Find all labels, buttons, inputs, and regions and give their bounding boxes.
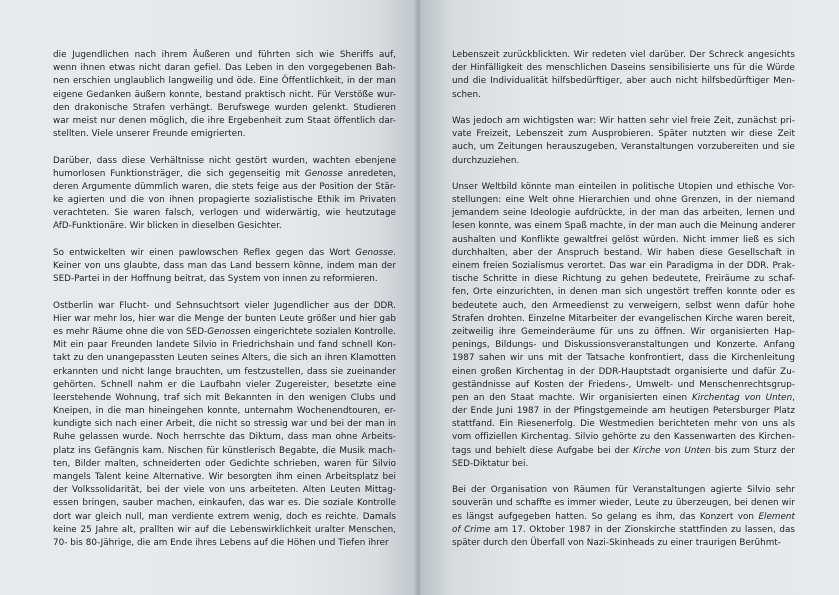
text-line: Keiner von uns glaubte, dass man das Land bessern könne, indem man der bbox=[53, 261, 396, 271]
text-line: durchhalten, aber der Anspruch bestand. Wir haben diese Gesellschaft in bbox=[452, 247, 795, 258]
text-line: ke agierten und die von ihnen propagierte sozialistische Ethik im Privaten bbox=[53, 195, 396, 206]
text-line: 70- bis 80-Jährige, die am Ende ihres Lebens auf die Höhen und Tiefen ihrer bbox=[53, 537, 389, 548]
text-line: der Volkssolidarität, bei der viele von uns arbeiteten. Alten Leuten Mittag- bbox=[53, 485, 396, 496]
text-line: Ostberlin war Flucht- und Sehnsuchtsort vieler Jugendlicher aus der DDR. bbox=[53, 300, 396, 311]
text-line: stattfand. Ein Riesenerfolg. Die Westmedien berichteten mehr von uns als bbox=[452, 419, 795, 430]
text-line: Hier war mehr los, hier war die Menge der bunten Leute größer und hier gab bbox=[53, 313, 396, 324]
text-line: Kneipen, in die man hineingehen konnte, unternahm Wochenendtouren, er- bbox=[53, 406, 396, 417]
text-line: tische Schritte in diese Richtung zu gehen bedeutete, Freiräume zu schaf- bbox=[452, 274, 795, 285]
text-line: mangels Talent keine Alternative. Wir besorgten ihm einen Arbeitsplatz bei bbox=[53, 472, 396, 482]
text-line: So entwickelten wir einen pawlowschen Reflex gegen das Wort Genosse. bbox=[53, 247, 396, 258]
text-line: humorlosen Funktionsträger, die sich gegenseitig mit Genosse anredeten, bbox=[53, 168, 397, 179]
text-line: Bei der Organisation von Räumen für Veranstaltungen agierte Silvio sehr bbox=[452, 485, 795, 496]
text-line: Unser Weltbild könnte man einteilen in politische Utopien und ethische Vor- bbox=[452, 181, 795, 192]
text-line: schen. bbox=[452, 89, 481, 100]
text-line: zeitweilig ihre Gemeinderäume für uns zu öffnen. Wir organisierten Hap- bbox=[452, 326, 795, 337]
text-line: dort war gleich null, man verdiente extrem wenig, doch es reichte. Damals bbox=[53, 511, 396, 522]
text-line: eigene Gedanken äußern konnte, bestand praktisch nicht. Für Verstöße wur- bbox=[53, 89, 396, 100]
text-line: kundigte sich nach einer Arbeit, die nicht so stressig war und bei der man in bbox=[53, 419, 396, 430]
text-line: essen bringen, sauber machen, einkaufen, das war es. Die soziale Kontrolle bbox=[53, 498, 396, 509]
text-line: geständnisse auf Kosten der Friedens-, Umwelt- und Menschenrechtsgrup- bbox=[452, 379, 795, 390]
text-line: SED-Diktatur bei. bbox=[452, 458, 529, 469]
text-line: einen großen Kirchentag in der DDR-Hauptstadt organisierte und dafür Zu- bbox=[452, 366, 795, 377]
text-line: keine 25 Jahre alt, prallten wir auf die Lebenswirklichkeit uralter Menschen, bbox=[53, 524, 396, 535]
text-line: einem freien Sozialismus verortet. Das war ein Paradigma in der DDR. Prak- bbox=[452, 261, 795, 271]
text-line: vom offiziellen Kirchentag. Silvio gehörte zu den Kassenwarten des Kirchen- bbox=[452, 432, 795, 443]
text-line: SED-Partei in der Hoffnung beitrat, das System von innen zu reformieren. bbox=[53, 274, 378, 285]
text-line: platz ins Gefängnis kam. Nischen für künstlerisch Begabte, die Musik mach- bbox=[53, 445, 396, 456]
text-line: gehörten. Schnell nahm er die Laufbahn vieler Zugereister, besetzte eine bbox=[53, 379, 396, 390]
text-line: später durch den Überfall von Nazi-Skinheads zu einer traurigen Berühmt- bbox=[452, 537, 781, 548]
text-line: penings, Bildungs- und Diskussionsveranstaltungen und Konzerte. Anfang bbox=[452, 340, 795, 351]
text-line: es längst aufgegeben hatten. So gelang es ihm, das Konzert von Element bbox=[452, 511, 795, 522]
text-line: souverän und schaffte es immer wieder, Leute zu überzeugen, bei denen wir bbox=[452, 498, 795, 509]
text-line: Ruhe gelassen wurde. Noch herrschte das Diktum, dass man ohne Arbeits- bbox=[53, 432, 396, 443]
text-line: der Hinfälligkeit des menschlichen Daseins sensibilisierte uns für die Würde bbox=[452, 63, 795, 74]
text-line: den drakonische Strafen verhängt. Berufswege wurden gelenkt. Studieren bbox=[53, 102, 396, 113]
paragraph bbox=[53, 247, 396, 287]
text-line: leerstehende Wohnung, traf sich mit Bekannten in den wenigen Clubs und bbox=[53, 392, 396, 403]
text-line: Darüber, dass diese Verhältnisse nicht gestört wurden, wachten ebenjene bbox=[53, 155, 396, 166]
text-line: vate Freizeit, Lebenszeit zum Ausprobieren. Später nutzten wir diese Zeit bbox=[452, 129, 795, 140]
text-line: lesen konnte, was einem Spaß machte, in der man auch die Meinung anderer bbox=[452, 221, 796, 232]
text-line: der Ende Juni 1987 in der Pfingstgemeinde am heutigen Petersburger Platz bbox=[452, 406, 795, 417]
text-line: stellungen: eine Welt ohne Hierarchien und ohne Grenzen, in der niemand bbox=[452, 195, 795, 206]
text-line: durchzuziehen. bbox=[452, 155, 520, 166]
book-gutter bbox=[414, 0, 422, 595]
text-line: wenn ihnen etwas nicht daran gefiel. Das Leben in den vorgegebenen Bah- bbox=[53, 63, 396, 74]
text-line: fen, Orte einzurichten, in denen man sich ungestört treffen konnte oder es bbox=[452, 287, 795, 298]
text-line: deren Argumente dümmlich waren, die stets feige aus der Position der Stär- bbox=[53, 181, 396, 192]
text-line: und die Individualität hilfsbedürftiger, aber auch nicht hilfsbedürftiger Men- bbox=[452, 76, 795, 87]
paragraph bbox=[452, 484, 795, 550]
text-line: bedeutete auch, den Armeedienst zu verweigern, selbst wenn dafür hohe bbox=[452, 300, 795, 311]
text-line: stellten. Viele unserer Freunde emigrierten. bbox=[53, 129, 246, 140]
text-line: ten, Bilder malten, schneiderten oder Gedichte schrieben, waren für Silvio bbox=[53, 458, 396, 469]
text-line: es mehr Räume ohne die von SED-Genossen eingerichtete sozialen Kontrolle. bbox=[53, 326, 396, 337]
text-line: tags und behielt diese Aufgabe bei der Kirche von Unten bis zum Sturz der bbox=[452, 445, 795, 456]
paragraph bbox=[452, 181, 795, 471]
text-line: Mit ein paar Freunden landete Silvio in Friedrichshain und fand schnell Kon- bbox=[53, 340, 396, 351]
text-line: of Crime am 17. Oktober 1987 in der Zionskirche stattfinden zu lassen, das bbox=[452, 524, 795, 535]
right-page-text bbox=[452, 49, 795, 550]
left-page bbox=[0, 0, 418, 595]
text-line: Lebenszeit zurückblickten. Wir redeten viel darüber. Der Schreck angesichts bbox=[452, 50, 795, 60]
text-line: auch, um Zeitungen herauszugeben, Veranstaltungen vorzubereiten und sie bbox=[452, 142, 795, 153]
text-line: war meist nur denen möglich, die ihre Ergebenheit zum Staat öffentlich dar- bbox=[53, 115, 396, 126]
left-page-text bbox=[53, 49, 396, 550]
text-line: nen erschien unglaublich langweilig und öde. Eine Öffentlichkeit, in der man bbox=[53, 76, 396, 87]
text-line: Was jedoch am wichtigsten war: Wir hatten sehr viel freie Zeit, zunächst pri- bbox=[452, 115, 795, 126]
text-line: 1987 sahen wir uns mit der Tatsache konfrontiert, dass die Kirchenleitung bbox=[452, 353, 795, 364]
text-line: die Jugendlichen nach ihrem Äußeren und führten sich wie Sheriffs auf, bbox=[53, 50, 396, 60]
paragraph bbox=[452, 49, 795, 102]
text-line: pen an den Staat machte. Wir organisierten einen Kirchentag von Unten, bbox=[452, 392, 795, 403]
right-page bbox=[418, 0, 839, 595]
text-line: AfD-Funktionäre. Wir blicken in dieselben Gesichter. bbox=[53, 221, 282, 232]
paragraph bbox=[53, 300, 396, 551]
text-line: aushalten und Konflikte gewaltfrei gelöst würden. Nicht immer ließ es sich bbox=[452, 234, 795, 245]
text-line: Strafen drohten. Einzelne Mitarbeiter der evangelischen Kirche waren bereit, bbox=[452, 313, 795, 324]
paragraph bbox=[53, 155, 396, 234]
text-line: takt zu den unangepassten Leuten seines Alters, die sich an ihren Klamotten bbox=[53, 353, 396, 364]
text-line: verachteten. Sie waren falsch, verlogen und widerwärtig, wie heutzutage bbox=[53, 208, 396, 219]
text-line: jemandem seine Ideologie aufdrückte, in der man das arbeiten, lernen und bbox=[452, 208, 795, 219]
text-line: erkannten und nicht lange brauchten, um festzustellen, dass sie zueinander bbox=[53, 366, 396, 377]
paragraph bbox=[452, 115, 795, 168]
paragraph bbox=[53, 49, 396, 141]
